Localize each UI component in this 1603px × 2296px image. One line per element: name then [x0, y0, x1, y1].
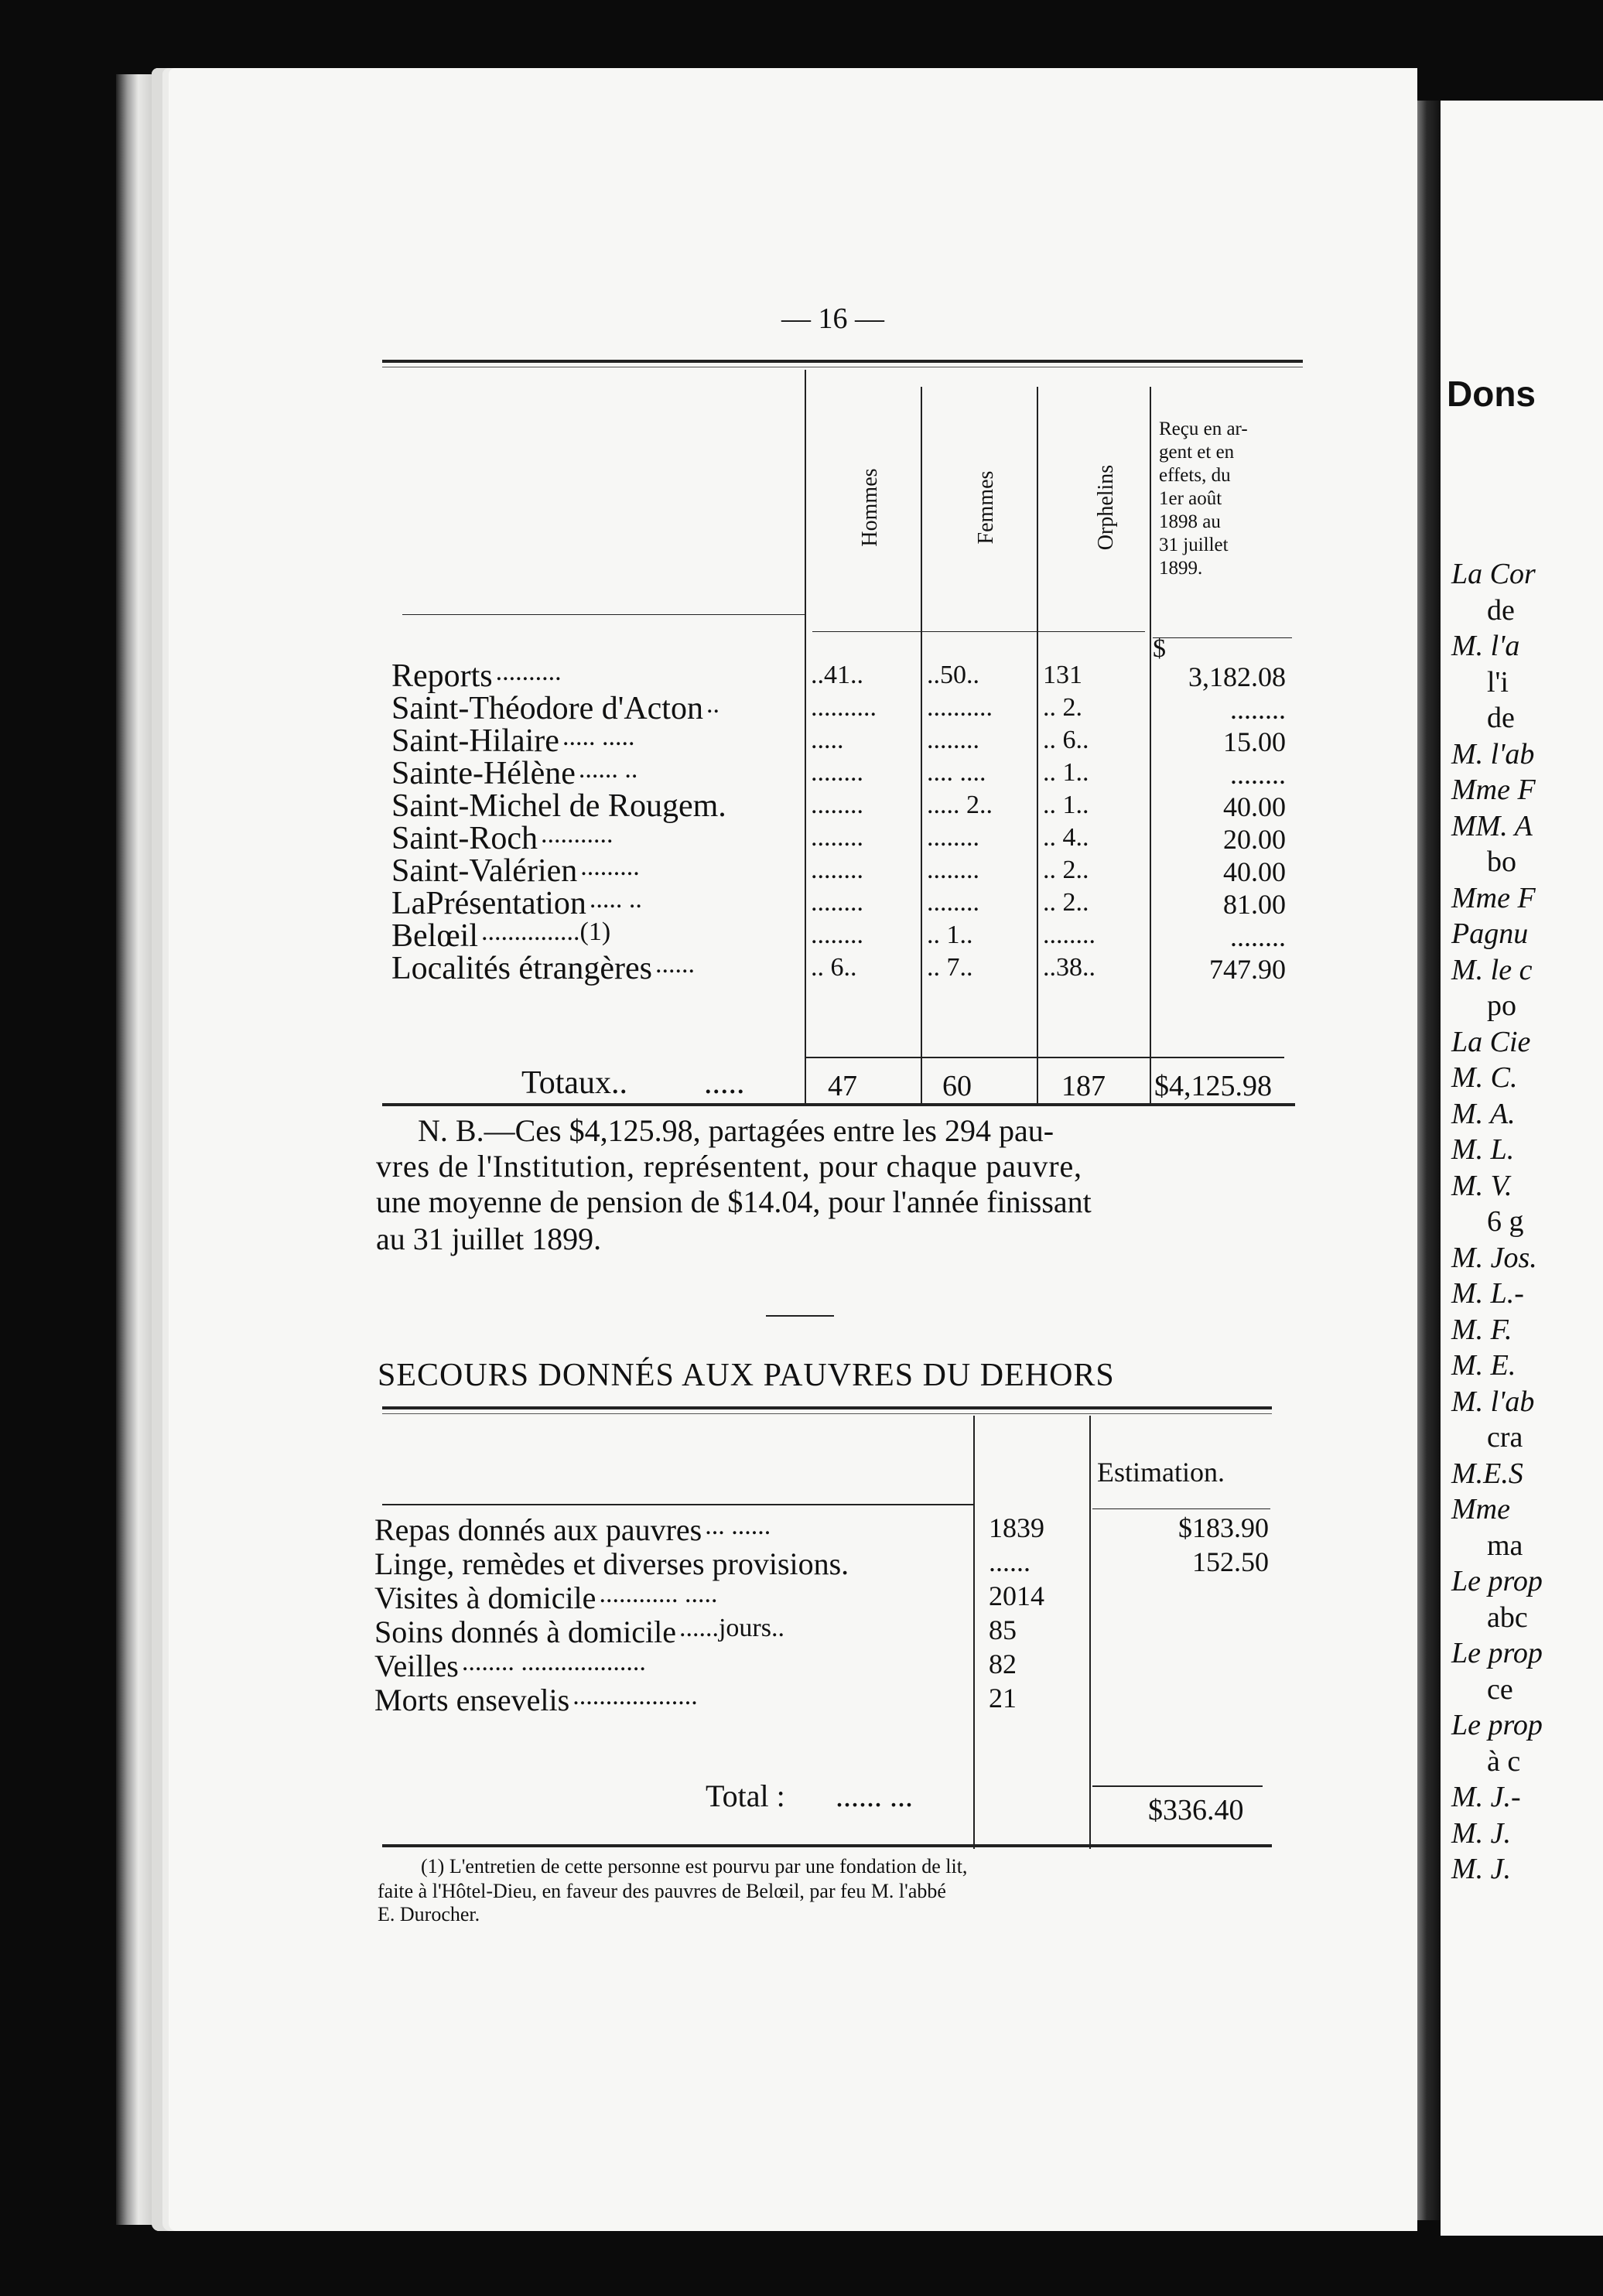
cell-recu: 747.90: [1209, 954, 1286, 985]
cell-recu: 20.00: [1223, 824, 1286, 855]
cell-orphelins: .. 4..: [1043, 823, 1089, 852]
cell-orphelins: .. 1..: [1043, 791, 1089, 819]
cell-hommes: .. 6..: [811, 953, 857, 982]
footnote-line: faite à l'Hôtel-Dieu, en faveur des pauvres de Belœil, par feu M. l'abbé: [378, 1880, 946, 1902]
cell-count: 21: [989, 1683, 1017, 1713]
table2-bottom-rule: [382, 1844, 1272, 1847]
donor-entry: M. l'ab: [1451, 1385, 1535, 1418]
table1-sum-rule: [805, 1057, 1284, 1058]
row-label: Saint-Valérien: [391, 853, 578, 889]
cell-hommes: ........: [811, 758, 863, 787]
donor-entry: M. J.: [1451, 1816, 1512, 1850]
cell-femmes: ..........: [927, 693, 993, 722]
table1-col-divider: [1150, 387, 1151, 1105]
table2-sum-rule: [1092, 1785, 1263, 1787]
row-leader: .........: [580, 852, 640, 881]
page-edge-stack: [116, 74, 153, 2225]
table1-top-rule: [382, 360, 1303, 363]
cell-femmes: ........: [927, 823, 979, 852]
donor-entry: M. F.: [1451, 1313, 1512, 1346]
donor-entry: M. L.: [1451, 1133, 1515, 1166]
table2-top-rule-thin: [382, 1413, 1272, 1414]
table2-col-divider: [1089, 1416, 1091, 1849]
cell-count: ......: [989, 1546, 1030, 1577]
cell-recu: 81.00: [1223, 889, 1286, 920]
section-title: SECOURS DONNÉS AUX PAUVRES DU DEHORS: [378, 1358, 1115, 1393]
right-page: [1441, 101, 1603, 2236]
donor-entry: Pagnu: [1451, 917, 1529, 950]
cell-orphelins: .. 6..: [1043, 726, 1089, 754]
donor-entry: MM. A: [1451, 809, 1533, 842]
footnote-line: E. Durocher.: [378, 1903, 480, 1925]
row-leader: ..... .....: [562, 723, 635, 751]
donor-entry-continuation: po: [1487, 989, 1516, 1022]
note-line: une moyenne de pension de $14.04, pour l'année finissant: [376, 1184, 1092, 1219]
cell-hommes: ........: [811, 888, 863, 917]
row-leader: ......jours..: [678, 1614, 784, 1642]
cell-hommes: ........: [811, 856, 863, 884]
total-recu: $4,125.98: [1154, 1070, 1272, 1102]
row-label: Belœil: [391, 918, 478, 954]
donor-entry: M. A.: [1451, 1097, 1516, 1130]
row-leader: ...............(1): [481, 917, 611, 946]
cell-count: 2014: [989, 1580, 1044, 1611]
total-femmes: 60: [942, 1070, 972, 1102]
table1-col-divider: [805, 370, 806, 1105]
cell-orphelins: ........: [1043, 921, 1095, 949]
row-label: LaPrésentation: [391, 886, 586, 921]
cell-femmes: .. 7..: [927, 953, 973, 982]
donor-entry: M. C.: [1451, 1061, 1518, 1094]
row-label: Linge, remèdes et diverses provisions.: [374, 1546, 849, 1581]
row-label: Reports: [391, 658, 493, 694]
donor-entry-continuation: bo: [1487, 846, 1516, 878]
table2-header-rule: [1092, 1508, 1270, 1509]
row-label: Veilles: [374, 1649, 459, 1683]
total-hommes: 47: [828, 1070, 857, 1102]
cell-orphelins: .. 2.: [1043, 693, 1082, 722]
currency-symbol: $: [1153, 634, 1166, 663]
header-hommes: Hommes: [858, 468, 882, 547]
table1-header-rule: [812, 631, 1145, 632]
row-label: Saint-Michel de Rougem.: [391, 788, 726, 824]
donor-entry: M. l'a: [1451, 630, 1520, 662]
donor-entry: Mme F: [1451, 774, 1536, 806]
donor-entry-continuation: 6 g: [1487, 1205, 1524, 1238]
header-recu: Reçu en ar- gent et en effets, du 1er août 1898 au 31 juillet 1899.: [1159, 419, 1248, 579]
donor-entry-continuation: de: [1487, 702, 1515, 734]
right-page-heading: Dons: [1447, 374, 1536, 414]
cell-orphelins: .. 2..: [1043, 856, 1089, 884]
row-leader: ... ......: [705, 1512, 771, 1540]
donor-entry: M. E.: [1451, 1349, 1516, 1382]
cell-estimation: 152.50: [1192, 1546, 1269, 1577]
row-label: Repas donnés aux pauvres: [374, 1512, 702, 1547]
donor-entry: Mme F: [1451, 881, 1536, 914]
cell-count: 1839: [989, 1512, 1044, 1543]
cell-orphelins: ..38..: [1043, 953, 1095, 982]
donor-entry: M. V.: [1451, 1169, 1512, 1202]
row-label: Morts ensevelis: [374, 1683, 570, 1717]
cell-recu: ........: [1230, 759, 1286, 790]
donor-entry: La Cie: [1451, 1025, 1531, 1058]
cell-femmes: ........: [927, 888, 979, 917]
row-leader: ..........: [495, 658, 562, 686]
donor-entry: M. le c: [1451, 953, 1533, 986]
cell-femmes: .... ....: [927, 758, 986, 787]
donor-entry: M. L.-: [1451, 1277, 1524, 1310]
note-line: au 31 juillet 1899.: [376, 1221, 602, 1256]
total-fill: ...... ...: [836, 1778, 913, 1813]
donor-entry: M. l'ab: [1451, 737, 1535, 770]
donor-entry: Le prop: [1451, 1637, 1543, 1669]
donor-entry: Le prop: [1451, 1565, 1543, 1597]
cell-recu: ........: [1230, 921, 1286, 952]
cell-femmes: ..... 2..: [927, 791, 993, 819]
table1-bottom-rule: [382, 1103, 1295, 1106]
donor-entry-continuation: l'i: [1487, 665, 1509, 699]
donor-entry: Mme: [1451, 1493, 1510, 1526]
cell-hommes: .....: [811, 726, 844, 754]
table1-header-rule: [402, 614, 805, 615]
donor-entry: M. Jos.: [1451, 1241, 1537, 1274]
row-leader: ..... ..: [589, 885, 642, 914]
cell-count: 85: [989, 1614, 1017, 1645]
row-leader: ...... ..: [578, 755, 638, 784]
cell-femmes: ........: [927, 726, 979, 754]
total-label: Total :: [706, 1778, 785, 1813]
cell-recu: ........: [1230, 694, 1286, 725]
table2-header-rule: [382, 1504, 973, 1505]
cell-recu: 40.00: [1223, 856, 1286, 887]
donor-entry-continuation: de: [1487, 593, 1515, 627]
donor-entry-continuation: cra: [1487, 1421, 1523, 1454]
cell-orphelins: .. 2..: [1043, 888, 1089, 917]
cell-hommes: ........: [811, 921, 863, 949]
row-leader: ........ ...................: [461, 1648, 646, 1676]
cell-recu: 40.00: [1223, 791, 1286, 822]
cell-recu: 15.00: [1223, 726, 1286, 757]
cell-hommes: ........: [811, 791, 863, 819]
table1-col-divider: [1037, 387, 1038, 1105]
cell-hommes: ..........: [811, 693, 877, 722]
cell-hommes: ........: [811, 823, 863, 852]
cell-femmes: ........: [927, 856, 979, 884]
row-label: Localités étrangères: [391, 951, 652, 986]
donor-entry: Le prop: [1451, 1709, 1543, 1741]
row-leader: ...................: [572, 1682, 698, 1710]
cell-recu: 3,182.08: [1188, 661, 1286, 692]
donor-entry-continuation: à c: [1487, 1744, 1521, 1778]
header-orphelins: Orphelins: [1094, 464, 1118, 551]
donor-entry-continuation: ma: [1487, 1529, 1523, 1562]
cell-orphelins: .. 1..: [1043, 758, 1089, 787]
donor-entry-continuation: ce: [1487, 1672, 1513, 1706]
totals-fill: .....: [704, 1065, 745, 1101]
row-leader: ............ .....: [599, 1580, 718, 1608]
note-line: vres de l'Institution, représentent, pour chaque pauvre,: [376, 1149, 1082, 1184]
table1-header-rule: [1153, 637, 1292, 638]
row-label: Saint-Hilaire: [391, 723, 559, 759]
header-estimation: Estimation.: [1097, 1457, 1225, 1488]
row-leader: ..: [706, 690, 719, 719]
cell-hommes: ..41..: [811, 661, 863, 689]
total-orphelins: 187: [1061, 1070, 1106, 1102]
donor-entry: La Cor: [1451, 558, 1536, 590]
cell-orphelins: 131: [1043, 661, 1082, 689]
totals-label: Totaux..: [521, 1065, 628, 1101]
table1-col-divider: [921, 387, 922, 1105]
row-leader: ......: [655, 950, 695, 979]
book-gutter: [1417, 101, 1441, 2220]
footnote-line: (1) L'entretien de cette personne est pourvu par une fondation de lit,: [421, 1855, 968, 1877]
cell-estimation: $183.90: [1178, 1512, 1269, 1543]
page-number: — 16 —: [781, 302, 884, 335]
table2-col-divider: [973, 1416, 975, 1849]
row-label: Visites à domicile: [374, 1580, 596, 1615]
header-femmes: Femmes: [974, 470, 998, 545]
cell-femmes: .. 1..: [927, 921, 973, 949]
row-label: Sainte-Hélène: [391, 756, 576, 791]
note-line: N. B.—Ces $4,125.98, partagées entre les 294 pau-: [418, 1113, 1054, 1148]
cell-count: 82: [989, 1649, 1017, 1679]
donor-entry: M.E.S: [1451, 1457, 1523, 1490]
donor-entry: M. J.: [1451, 1853, 1512, 1885]
donor-entry: M. J.-: [1451, 1781, 1521, 1813]
row-label: Saint-Roch: [391, 821, 538, 856]
donor-entry-continuation: abc: [1487, 1601, 1528, 1634]
row-label: Saint-Théodore d'Acton: [391, 691, 703, 726]
cell-femmes: ..50..: [927, 661, 979, 689]
total-estimation: $336.40: [1148, 1794, 1244, 1826]
row-leader: ...........: [540, 820, 614, 849]
table2-top-rule: [382, 1406, 1272, 1409]
section-divider: [766, 1315, 834, 1317]
row-label: Soins donnés à domicile: [374, 1614, 676, 1649]
